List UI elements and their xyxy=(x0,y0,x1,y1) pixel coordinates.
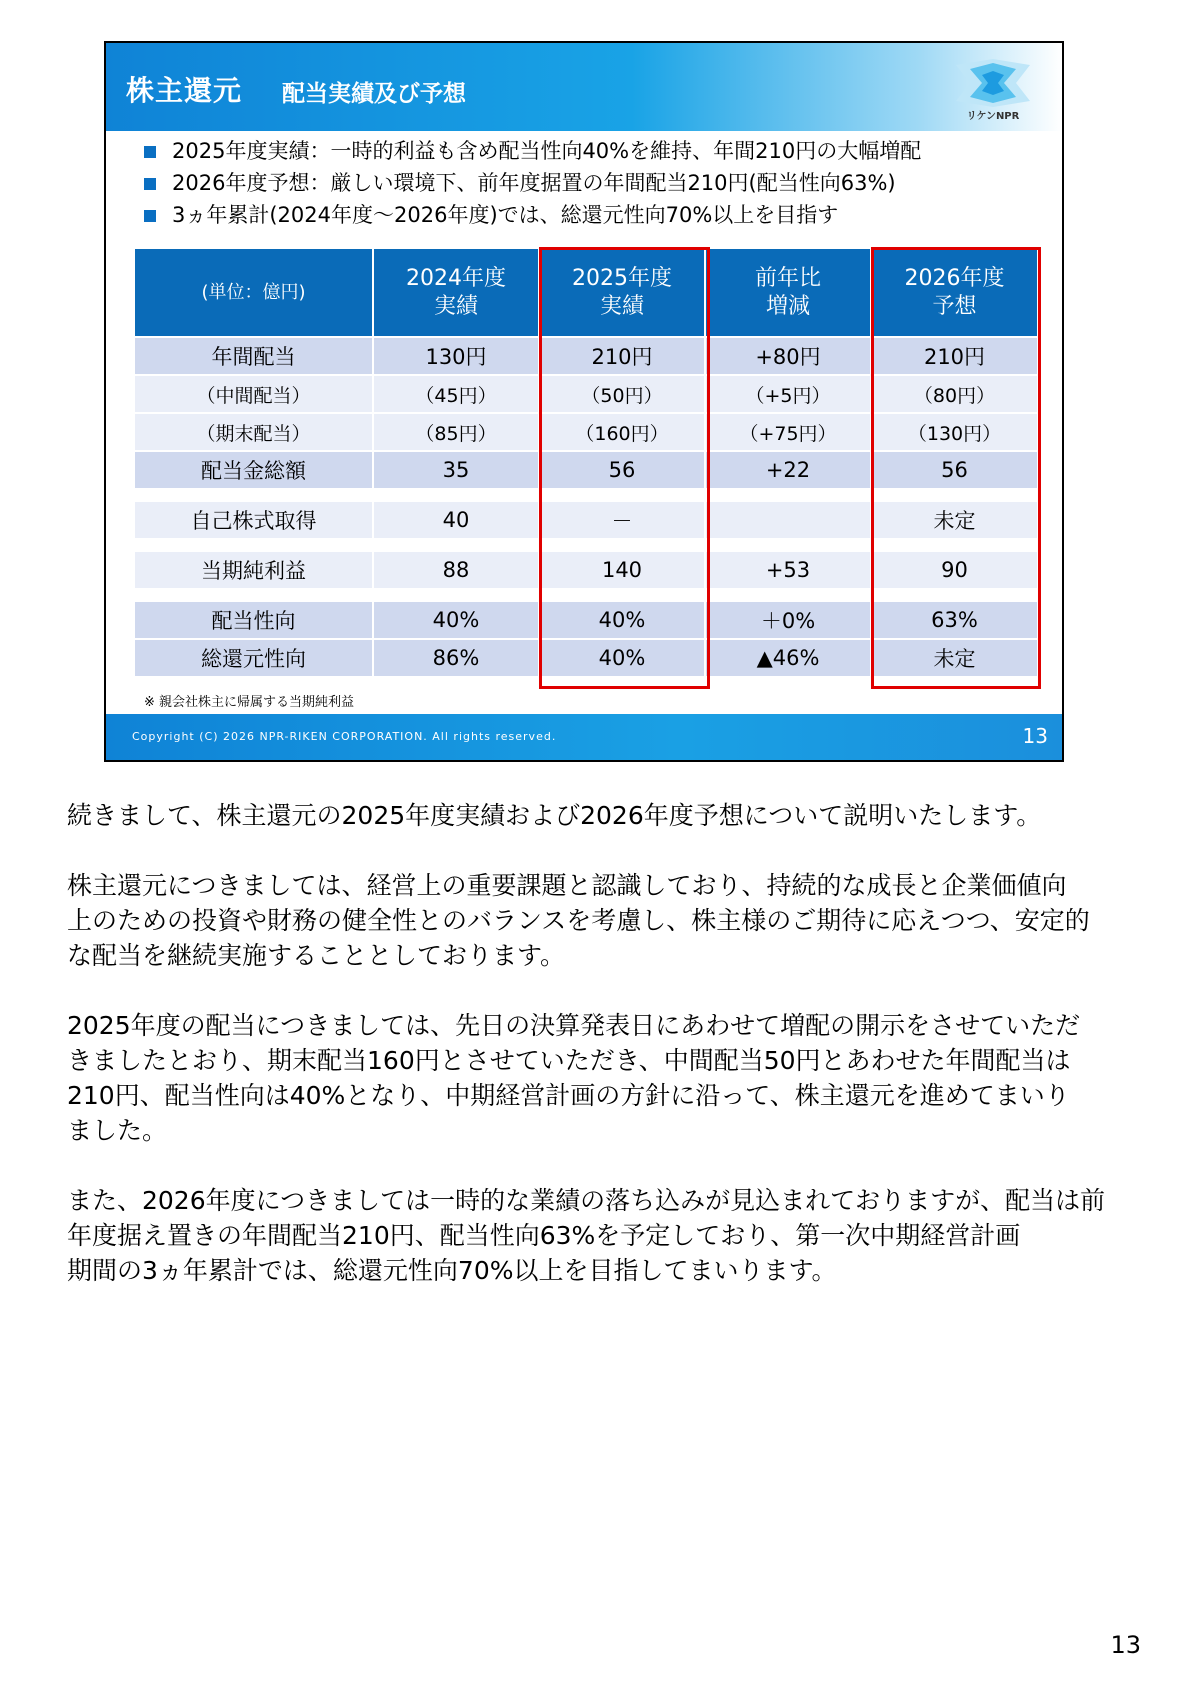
company-logo xyxy=(948,59,1038,125)
table-row xyxy=(135,552,1037,588)
table-cell xyxy=(706,502,872,538)
table-row xyxy=(135,602,1037,638)
table-cell: 40% xyxy=(540,602,706,638)
table-row xyxy=(135,412,1037,450)
slide-header xyxy=(106,43,1062,131)
table-cell: 40 xyxy=(374,502,540,538)
copyright: Copyright (C) 2026 NPR-RIKEN CORPORATION. All rights reserved. xyxy=(132,730,557,743)
table-cell: （+5円） xyxy=(706,376,872,412)
row-label: （中間配当） xyxy=(135,376,374,412)
row-label: 自己株式取得 xyxy=(135,502,374,538)
table-cell: （80円） xyxy=(872,376,1037,412)
logo-mark-icon xyxy=(948,59,1038,107)
table-cell: 210円 xyxy=(872,338,1037,374)
table-cell: 56 xyxy=(540,452,706,488)
notes-paragraph: 続きまして、株主還元の2025年度実績および2026年度予想について説明いたします。 xyxy=(67,801,1042,830)
table-cell: （50円） xyxy=(540,376,706,412)
table-row xyxy=(135,336,1037,374)
table-cell: 88 xyxy=(374,552,540,588)
slide-title: 株主還元 xyxy=(126,74,243,107)
table-cell: 40% xyxy=(540,640,706,676)
table-cell: ＋0% xyxy=(706,602,872,638)
table-row xyxy=(135,450,1037,488)
table-header-row xyxy=(135,249,1037,336)
header-cell: 2025年度 実績 xyxy=(540,249,706,336)
table-cell: ▲46% xyxy=(706,640,872,676)
table-cell: （130円） xyxy=(872,414,1037,450)
notes-paragraph: 株主還元につきましては、経営上の重要課題と認識しており、持続的な成長と企業価値向 上のための投資や財務の健全性とのバランスを考慮し、株主様のご期待に応えつつ、安定的 な配当を継続実施することとしております。 xyxy=(67,871,1090,970)
row-label: （期末配当） xyxy=(135,414,374,450)
row-label: 配当金総額 xyxy=(135,452,374,488)
table-cell: 63% xyxy=(872,602,1037,638)
table-cell: （+75円） xyxy=(706,414,872,450)
table-cell: 未定 xyxy=(872,502,1037,538)
notes-paragraph: 2025年度の配当につきましては、先日の決算発表日にあわせて増配の開示をさせていただ きましたとおり、期末配当160円とさせていただき、中間配当50円とあわせた年間配当は 210円、配当性向は40%となり、中期経営計画の方針に沿って、株主還元を進めてまいり ました。 xyxy=(67,1011,1081,1145)
footnote: ※ 親会社株主に帰属する当期純利益 xyxy=(144,695,355,710)
table-cell: +53 xyxy=(706,552,872,588)
header-cell: 前年比 増減 xyxy=(706,249,872,336)
page-number: 13 xyxy=(1110,1631,1141,1659)
notes-paragraph: また、2026年度につきましては一時的な業績の落ち込みが見込まれておりますが、配当は前 年度据え置きの年間配当210円、配当性向63%を予定しており、第一次中期経営計画 期間の3ヵ年累計では、総還元性向70%以上を目指してまいります。 xyxy=(67,1186,1106,1285)
table-cell: （160円） xyxy=(540,414,706,450)
speaker-notes xyxy=(67,798,1137,1323)
bullet-item: 2025年度実績：一時的利益も含め配当性向40%を維持、年間210円の大幅増配 xyxy=(144,135,921,167)
table-cell: +22 xyxy=(706,452,872,488)
bullet-list xyxy=(144,135,921,231)
table-row xyxy=(135,502,1037,538)
table-cell: 40% xyxy=(374,602,540,638)
table-cell: 未定 xyxy=(872,640,1037,676)
bullet-item: 2026年度予想：厳しい環境下、前年度据置の年間配当210円(配当性向63%) xyxy=(144,167,921,199)
row-label: 当期純利益 xyxy=(135,552,374,588)
table-row xyxy=(135,374,1037,412)
table-cell: － xyxy=(540,502,706,538)
row-label: 配当性向 xyxy=(135,602,374,638)
table-cell: +80円 xyxy=(706,338,872,374)
table-row xyxy=(135,638,1037,676)
table-cell: 140 xyxy=(540,552,706,588)
table-cell: 90 xyxy=(872,552,1037,588)
slide-number: 13 xyxy=(1022,724,1048,748)
table-cell: （85円） xyxy=(374,414,540,450)
dividend-table xyxy=(135,249,1037,676)
header-cell: 2026年度 予想 xyxy=(872,249,1037,336)
row-label: 年間配当 xyxy=(135,338,374,374)
table-cell: 130円 xyxy=(374,338,540,374)
bullet-item: 3ヵ年累計(2024年度～2026年度)では、総還元性向70%以上を目指す xyxy=(144,199,921,231)
table-cell: 86% xyxy=(374,640,540,676)
table-cell: 210円 xyxy=(540,338,706,374)
slide-footer xyxy=(106,714,1062,760)
header-cell: 2024年度 実績 xyxy=(374,249,540,336)
unit-label: (単位：億円) xyxy=(135,249,374,336)
table-cell: 35 xyxy=(374,452,540,488)
slide xyxy=(104,41,1064,762)
row-label: 総還元性向 xyxy=(135,640,374,676)
logo-text: リケンNPR xyxy=(966,111,1020,122)
table-cell: （45円） xyxy=(374,376,540,412)
slide-subtitle: 配当実績及び予想 xyxy=(282,81,466,107)
table-cell: 56 xyxy=(872,452,1037,488)
